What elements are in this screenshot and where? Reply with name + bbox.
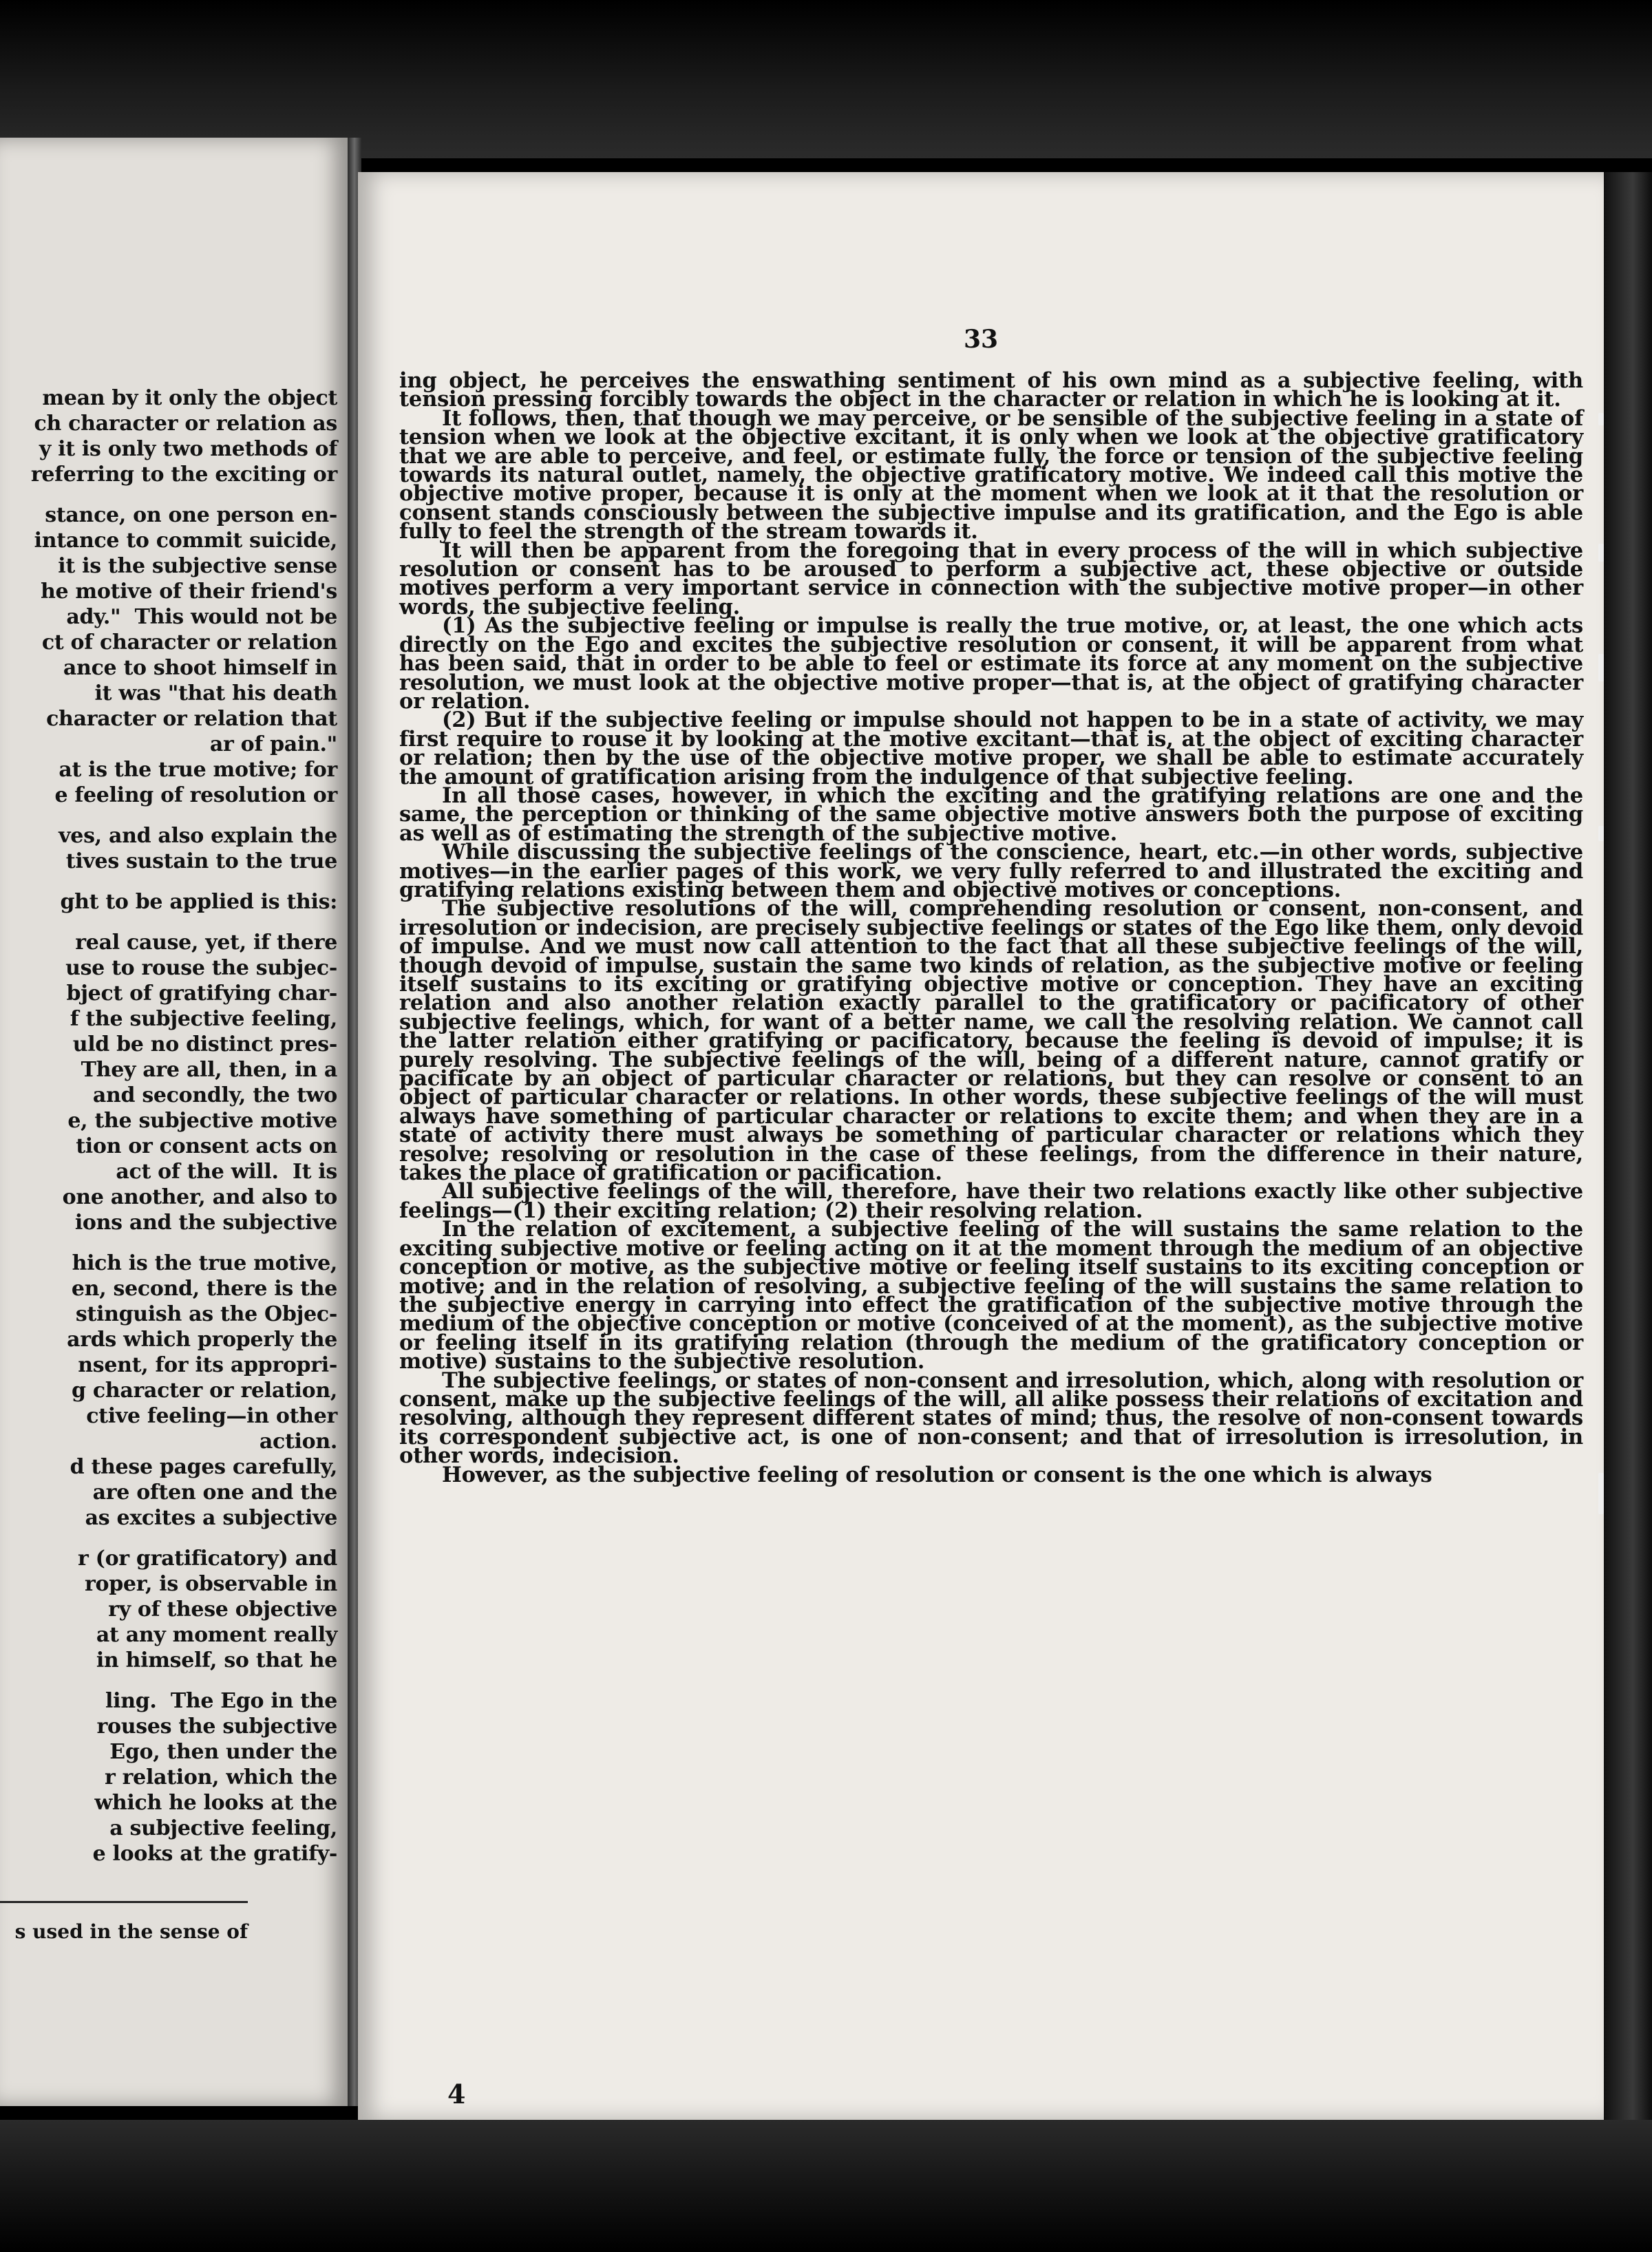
left-page-line: ling. The Ego in the <box>105 1689 337 1713</box>
left-page-line: character or relation that <box>46 707 337 731</box>
left-page-line: one another, and also to <box>62 1185 337 1209</box>
left-page-line: en, second, there is the <box>71 1277 337 1301</box>
left-page-text <box>0 385 337 1867</box>
left-page-line: ions and the subjective <box>74 1211 337 1235</box>
left-page-line: intance to commit suicide, <box>34 529 337 553</box>
left-page-line: a subjective feeling, <box>109 1816 337 1840</box>
left-page-line: ards which properly the <box>67 1328 337 1352</box>
left-page-line: mean by it only the object <box>42 386 337 410</box>
left-page-line: ct of character or relation <box>41 630 337 655</box>
left-page-line: f the subjective feeling, <box>70 1007 337 1031</box>
left-page-line: e looks at the gratify- <box>92 1842 337 1866</box>
left-page-line: e feeling of resolution or <box>54 783 337 807</box>
left-page-line: he motive of their friend's <box>40 580 337 604</box>
signature-mark: 4 <box>447 2079 466 2110</box>
left-page-line: it is the subjective sense <box>58 554 337 578</box>
left-page-line: stinguish as the Objec- <box>75 1302 337 1326</box>
left-page-line: tion or consent acts on <box>76 1134 337 1158</box>
left-page-line: it was "that his death <box>94 681 337 705</box>
edge-mark <box>1598 1473 1604 1514</box>
left-page-line: g character or relation, <box>72 1379 337 1403</box>
paragraph: However, as the subjective feeling of resolution or consent is the one which is always <box>442 1462 1432 1487</box>
paragraph: (2) But if the subjective feeling or impulse should not happen to be in a state of activity, we may first require to rouse it by looking at the motive excitant—that is, at the object of exciting character or relation; then by the use of the objective motive proper, we shall be able to estimate accurately the amount of gratification arising from the indulgence of that subjective feeling. <box>399 708 1583 789</box>
paragraph: (1) As the subjective feeling or impulse is really the true motive, or, at least, the one which acts directly on the Ego and excites the subjective resolution or consent, it will be apparent from what has been said, that in order to be able to feel or estimate its force at any moment on the subjective resolution, we must look at the objective motive proper—that is, at the object of gratifying character or relation. <box>399 613 1583 714</box>
footnote-rule <box>0 1901 248 1903</box>
left-page-line: in himself, so that he <box>96 1648 337 1672</box>
paragraph: ing object, he perceives the enswathing sentiment of his own mind as a subjective feeling, with tension pressing forcibly towards the object in the character or relation in which he is looking at it. <box>399 368 1583 412</box>
left-page-line: action. <box>259 1430 337 1454</box>
left-page-line: hich is the true motive, <box>72 1251 337 1275</box>
left-page-line: stance, on one person en- <box>45 503 337 527</box>
paragraph: It will then be apparent from the foregoing that in every process of the will in which subjective resolution or consent has to be aroused to perform a subjective act, these objective or outside motives perform a very important service in connection with the subjective motive proper—in other words, the subjective feeling. <box>399 538 1583 619</box>
body-text <box>399 368 1583 1487</box>
left-page-line: ry of these objective <box>108 1597 337 1622</box>
left-page-line: real cause, yet, if there <box>75 931 337 955</box>
left-page-line: roper, is observable in <box>85 1572 337 1596</box>
edge-mark <box>1598 413 1604 425</box>
paragraph: While discussing the subjective feelings of the conscience, heart, etc.—in other words, subjective motives—in the earlier pages of this work, we very fully referred to and illustrated the exciting and gratifying relations existing between them and objective motives or conceptions. <box>399 840 1583 902</box>
left-page-line: ar of pain." <box>209 732 337 756</box>
left-page-line: nsent, for its appropri- <box>78 1353 337 1377</box>
left-page-line: They are all, then, in a <box>81 1058 337 1082</box>
left-page-line <box>0 1673 337 1688</box>
left-page-line: as excites a subjective <box>85 1506 337 1530</box>
left-footnote: s used in the sense of <box>14 1920 248 1943</box>
paragraph: The subjective feelings, or states of non-consent and irresolution, which, along with resolution or consent, make up the subjective feelings of the will, all alike possess their relations of excitation and resolving, although they represent different states of mind; thus, the resolve of non-consent towards its correspondent subjective act, is one of non-consent; and that of irresolution is irresolution, in other words, indecision. <box>399 1368 1583 1469</box>
left-page-line: at is the true motive; for <box>59 758 337 782</box>
left-page-line: at any moment really <box>96 1623 337 1647</box>
left-page-line <box>0 915 337 930</box>
edge-mark <box>1598 544 1604 562</box>
left-page-line <box>0 808 337 823</box>
edge-mark <box>1598 654 1604 681</box>
left-page-line: e, the subjective motive <box>67 1109 337 1133</box>
paragraph: All subjective feelings of the will, therefore, have their two relations exactly like other subjective feelings—(1) their exciting relation; (2) their resolving relation. <box>399 1179 1583 1223</box>
paragraph: In the relation of excitement, a subjective feeling of the will sustains the same relation to the exciting subjective motive or feeling acting on it at the moment through the medium of an objective conception or motive, as the subjective motive or feeling itself sustains to its exciting conception or motive; and in the relation of resolving, a subjective feeling of the will sustains the same relation to the subjective energy in carrying into effect the gratification of the subjective motive through the medium of the objective conception or motive (conceived of at the moment), as the subjective motive or feeling itself in its gratifying relation (through the medium of the gratificatory conception or motive) sustains to the subjective resolution. <box>399 1217 1583 1374</box>
left-page-line: r (or gratificatory) and <box>78 1547 337 1571</box>
left-page-line: d these pages carefully, <box>70 1455 337 1479</box>
paragraph: The subjective resolutions of the will, comprehending resolution or consent, non-consent, and irresolution or indecision, are precisely subjective feelings or states of the Ego like them, only devoid of impulse. And we must now call attention to the fact that all these subjective feelings of the will, though devoid of impulse, sustain the same two kinds of relation, as the subjective motive or feeling itself sustains to its exciting or gratifying objective motive or conception. They have an exciting relation and also another relation exactly parallel to the gratificatory or pacificatory of other subjective feelings, which, for want of a better name, we call the resolving relation. We cannot call the latter relation either gratifying or pacificatory, because the feeling is devoid of impulse; it is purely resolving. The subjective feelings of the will, being of a different nature, cannot gratify or pacificate by an object of particular character or relations, but they can resolve or consent to an object of particular character or relations. In other words, these subjective feelings of the will must always have something of particular character or relations to excite them; and when they are in a state of activity there must always be something of particular character or relations which they resolve; resolving or resolution in the case of these feelings, from the difference in their nature, takes the place of gratification or pacification. <box>399 896 1583 1186</box>
paragraph: In all those cases, however, in which the exciting and the gratifying relations are one and the same, the perception or thinking of the same objective motive answers both the purpose of exciting as well as of estimating the strength of the subjective motive. <box>399 783 1583 846</box>
page-stack-edge <box>1604 172 1652 2120</box>
left-facing-page <box>0 138 348 2106</box>
page-number: 33 <box>963 325 999 354</box>
left-page-line: ch character or relation as <box>34 412 337 436</box>
left-page-line: ance to shoot himself in <box>63 656 337 680</box>
left-page-line: ctive feeling—in other <box>86 1404 337 1428</box>
left-page-line: rouses the subjective <box>96 1714 337 1739</box>
left-page-line: uld be no distinct pres- <box>72 1032 337 1056</box>
left-page-line: ady." This would not be <box>66 605 337 629</box>
left-page-line: are often one and the <box>92 1480 337 1505</box>
left-page-line: ves, and also explain the <box>59 824 337 848</box>
left-page-line: y it is only two methods of <box>39 437 337 461</box>
scan-top-border <box>0 0 1652 158</box>
left-page-line <box>0 1531 337 1546</box>
left-page-line: referring to the exciting or <box>23 463 337 487</box>
left-page-line: tives sustain to the true <box>65 849 337 873</box>
left-page-line: bject of gratifying char- <box>66 981 337 1006</box>
scan-bottom-border <box>0 2120 1652 2252</box>
left-page-line <box>0 874 337 889</box>
left-page-line: use to rouse the subjec- <box>65 956 337 980</box>
left-page-line: act of the will. It is <box>116 1160 337 1184</box>
left-page-line: and secondly, the two <box>92 1083 337 1107</box>
left-page-line: r relation, which the <box>105 1765 337 1789</box>
left-page-line: ght to be applied is this: <box>60 890 337 914</box>
edge-mark <box>1598 826 1604 841</box>
left-page-line <box>0 487 337 502</box>
paragraph: It follows, then, that though we may perceive, or be sensible of the subjective feeling in a state of tension when we look at the objective excitant, it is only when we look at the objective gratificatory that we are able to perceive, and feel, or estimate fully, the force or tension of the subjective feeling towards its natural outlet, namely, the objective gratificatory motive. We indeed call this motive the objective motive proper, because it is only at the moment when we look at it that the resolution or consent stands consciously between the subjective impulse and its gratification, and the Ego is able fully to feel the strength of the stream towards it. <box>399 405 1583 544</box>
left-page-line: Ego, then under the <box>109 1740 337 1764</box>
right-page <box>358 172 1604 2120</box>
left-page-line <box>0 1235 337 1251</box>
left-page-line: which he looks at the <box>94 1791 337 1815</box>
